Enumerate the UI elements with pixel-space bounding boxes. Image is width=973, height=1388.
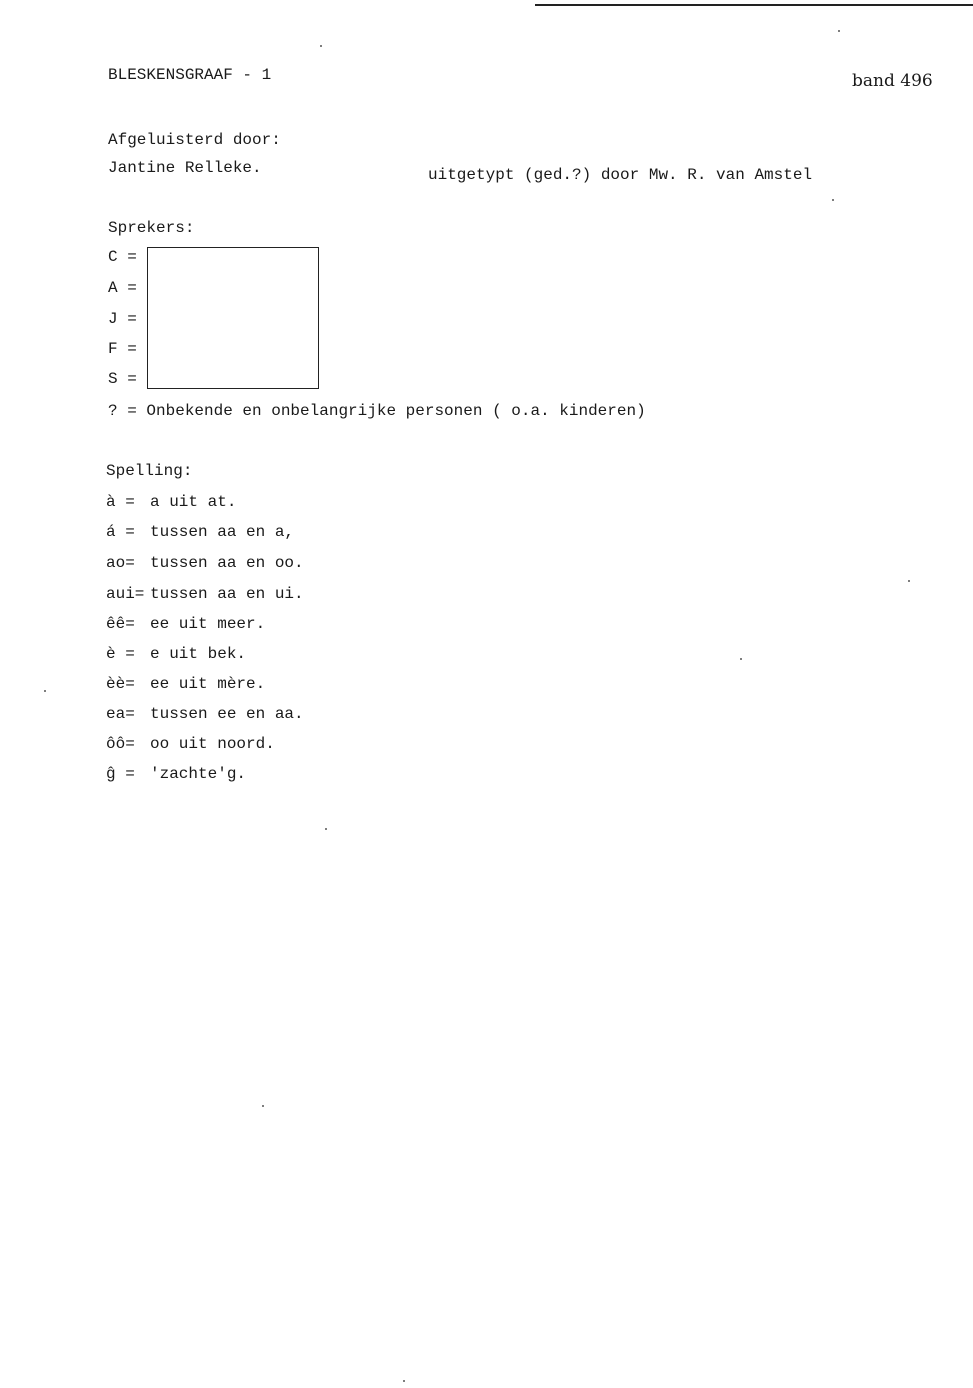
spelling-symbol: èè= xyxy=(106,675,135,693)
spelling-description: tussen aa en ui. xyxy=(150,585,304,603)
scan-speck xyxy=(325,828,327,830)
spelling-symbol: aui= xyxy=(106,585,145,603)
spelling-description: ee uit meer. xyxy=(150,615,266,633)
spelling-description: e uit bek. xyxy=(150,645,247,663)
typed-by-note: uitgetypt (ged.?) door Mw. R. van Amstel xyxy=(428,166,813,184)
top-edge-line xyxy=(535,4,973,6)
band-number: band 496 xyxy=(852,71,933,91)
scan-speck xyxy=(838,30,840,32)
spelling-description: a uit at. xyxy=(150,493,237,511)
heard-by-label: Afgeluisterd door: xyxy=(108,131,281,149)
spelling-description: oo uit noord. xyxy=(150,735,275,753)
spelling-description: 'zachte'g. xyxy=(150,765,247,783)
spelling-description: tussen aa en oo. xyxy=(150,554,304,572)
spelling-description: tussen aa en a, xyxy=(150,523,295,541)
speakers-heading: Sprekers: xyxy=(108,219,195,237)
spelling-symbol: ao= xyxy=(106,554,135,572)
speaker-key: F = xyxy=(108,340,137,358)
scan-speck xyxy=(44,690,46,692)
spelling-heading: Spelling: xyxy=(106,462,193,480)
spelling-symbol: ôô= xyxy=(106,735,135,753)
scan-speck xyxy=(832,199,834,201)
scan-speck xyxy=(262,1105,264,1107)
spelling-symbol: à = xyxy=(106,493,135,511)
speaker-key: A = xyxy=(108,279,137,297)
speaker-key: J = xyxy=(108,310,137,328)
spelling-symbol: êê= xyxy=(106,615,135,633)
heard-by-name: Jantine Relleke. xyxy=(108,159,262,177)
scan-speck xyxy=(908,580,910,582)
spelling-symbol: è = xyxy=(106,645,135,663)
speakers-box xyxy=(147,247,319,389)
spelling-description: ee uit mère. xyxy=(150,675,266,693)
spelling-symbol: ĝ = xyxy=(106,765,135,783)
scan-speck xyxy=(740,658,742,660)
spelling-symbol: á = xyxy=(106,523,135,541)
scan-speck xyxy=(320,45,322,47)
speaker-key: C = xyxy=(108,248,137,266)
spelling-symbol: ea= xyxy=(106,705,135,723)
scan-speck xyxy=(403,1380,405,1382)
spelling-description: tussen ee en aa. xyxy=(150,705,304,723)
document-title: BLESKENSGRAAF - 1 xyxy=(108,66,272,84)
speaker-key: S = xyxy=(108,370,137,388)
unknown-speakers-note: ? = Onbekende en onbelangrijke personen ( o.a. kinderen) xyxy=(108,402,646,420)
